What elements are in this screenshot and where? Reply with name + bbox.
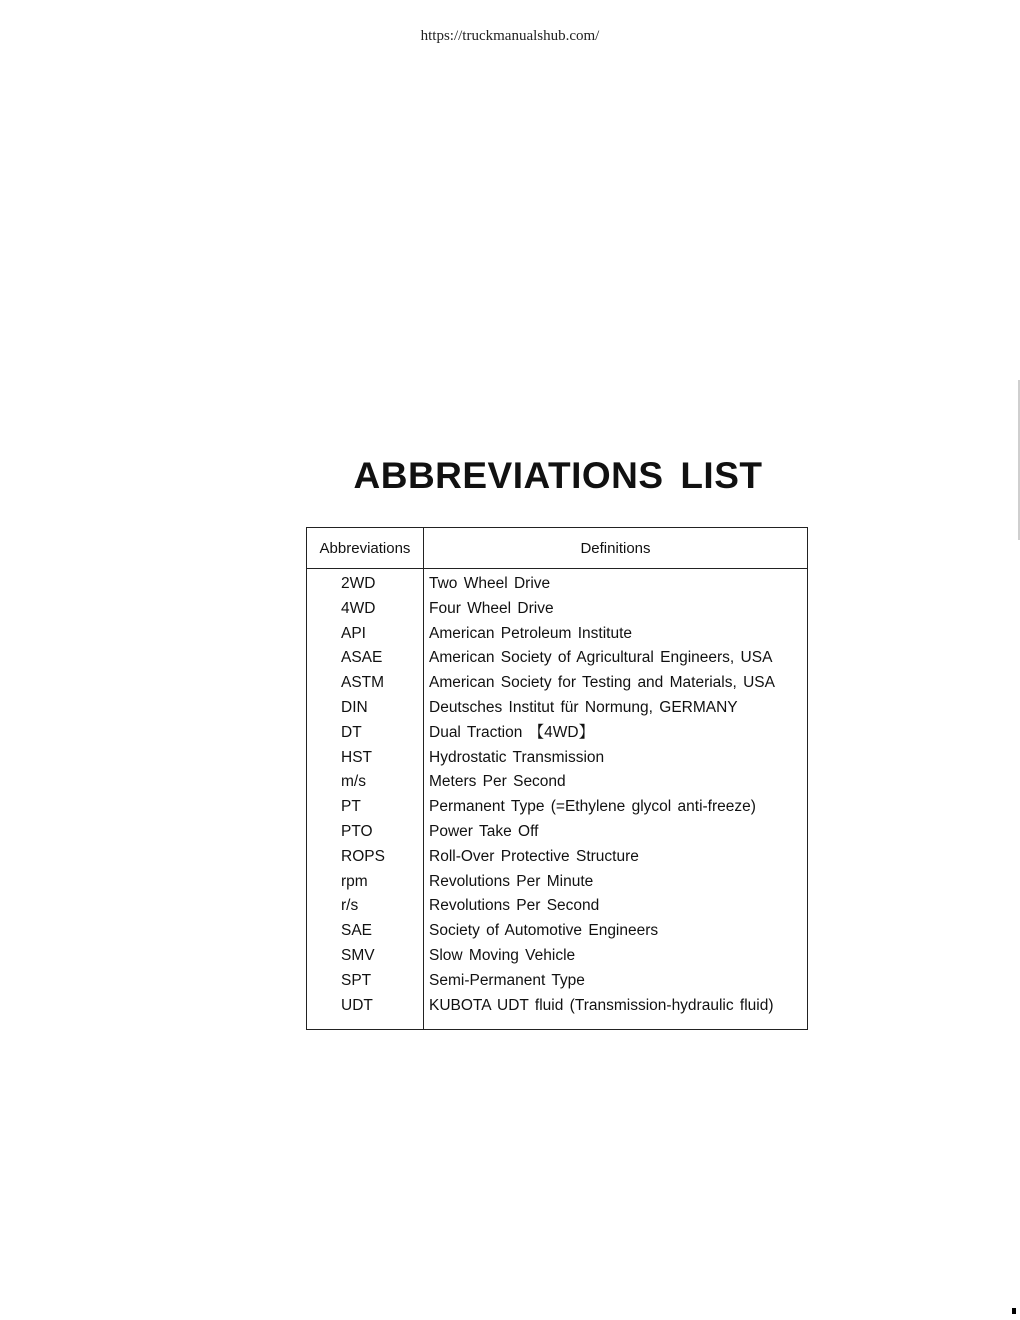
definition-cell: Hydrostatic Transmission [429,748,605,766]
definition-cell: Roll-Over Protective Structure [429,847,639,865]
definition-cell: American Society for Testing and Materials, USA [429,674,775,692]
table-row [307,646,807,671]
table-row [307,820,807,845]
abbreviation-cell: UDT [341,996,373,1014]
table-header [307,528,807,569]
abbreviation-cell: ASTM [341,674,385,692]
table-row [307,770,807,795]
abbreviations-table [306,527,808,1030]
table-row [307,969,807,994]
abbreviation-cell: 4WD [341,599,376,617]
definition-cell: Revolutions Per Minute [429,872,594,890]
abbreviation-cell: SAE [341,922,373,940]
table-row [307,696,807,721]
table-body [307,572,807,1018]
table-row [307,795,807,820]
abbreviation-cell: PTO [341,822,373,840]
definition-cell: American Petroleum Institute [429,624,633,642]
table-row [307,671,807,696]
scan-speck [1012,1308,1016,1314]
table-row [307,944,807,969]
table-row [307,894,807,919]
abbreviation-cell: SMV [341,946,375,964]
table-row [307,572,807,597]
abbreviation-cell: 2WD [341,575,376,592]
table-row [307,622,807,647]
column-header-abbreviations: Abbreviations [319,540,411,557]
definition-cell: Society of Automotive Engineers [429,922,659,940]
definition-cell: Deutsches Institut für Normung, GERMANY [429,698,738,716]
definition-cell: Dual Traction 【4WD】 [429,723,595,741]
abbreviation-cell: rpm [341,872,368,890]
definition-cell: Four Wheel Drive [429,599,554,617]
abbreviation-cell: ASAE [341,649,383,667]
abbreviation-cell: DT [341,723,362,741]
definition-cell: Meters Per Second [429,773,566,791]
abbreviation-cell: SPT [341,971,372,989]
abbreviation-cell: ROPS [341,847,385,865]
abbreviation-cell: HST [341,748,372,766]
table-row [307,597,807,622]
table-row [307,919,807,944]
page-title: ABBREVIATIONS LIST [353,455,763,496]
definition-cell: Semi-Permanent Type [429,971,585,989]
table-row [307,845,807,870]
definition-cell: Slow Moving Vehicle [429,946,576,964]
abbreviation-cell: API [341,624,366,642]
abbreviation-cell: DIN [341,698,368,716]
table-row [307,994,807,1019]
abbreviation-cell: PT [341,798,361,816]
table-row [307,746,807,771]
definition-cell: American Society of Agricultural Engineers, USA [429,649,773,667]
definition-cell: Power Take Off [429,822,539,840]
table-row [307,870,807,895]
definition-cell: Revolutions Per Second [429,897,600,915]
abbreviation-cell: r/s [341,897,359,915]
definition-cell: Two Wheel Drive [429,575,551,592]
definition-cell: KUBOTA UDT fluid (Transmission-hydraulic fluid) [429,996,774,1014]
definition-cell: Permanent Type (=Ethylene glycol anti-freeze) [429,798,756,816]
source-url: https://truckmanualshub.com/ [420,28,600,44]
table-row [307,721,807,746]
column-header-definitions: Definitions [580,540,651,557]
abbreviation-cell: m/s [341,773,366,791]
